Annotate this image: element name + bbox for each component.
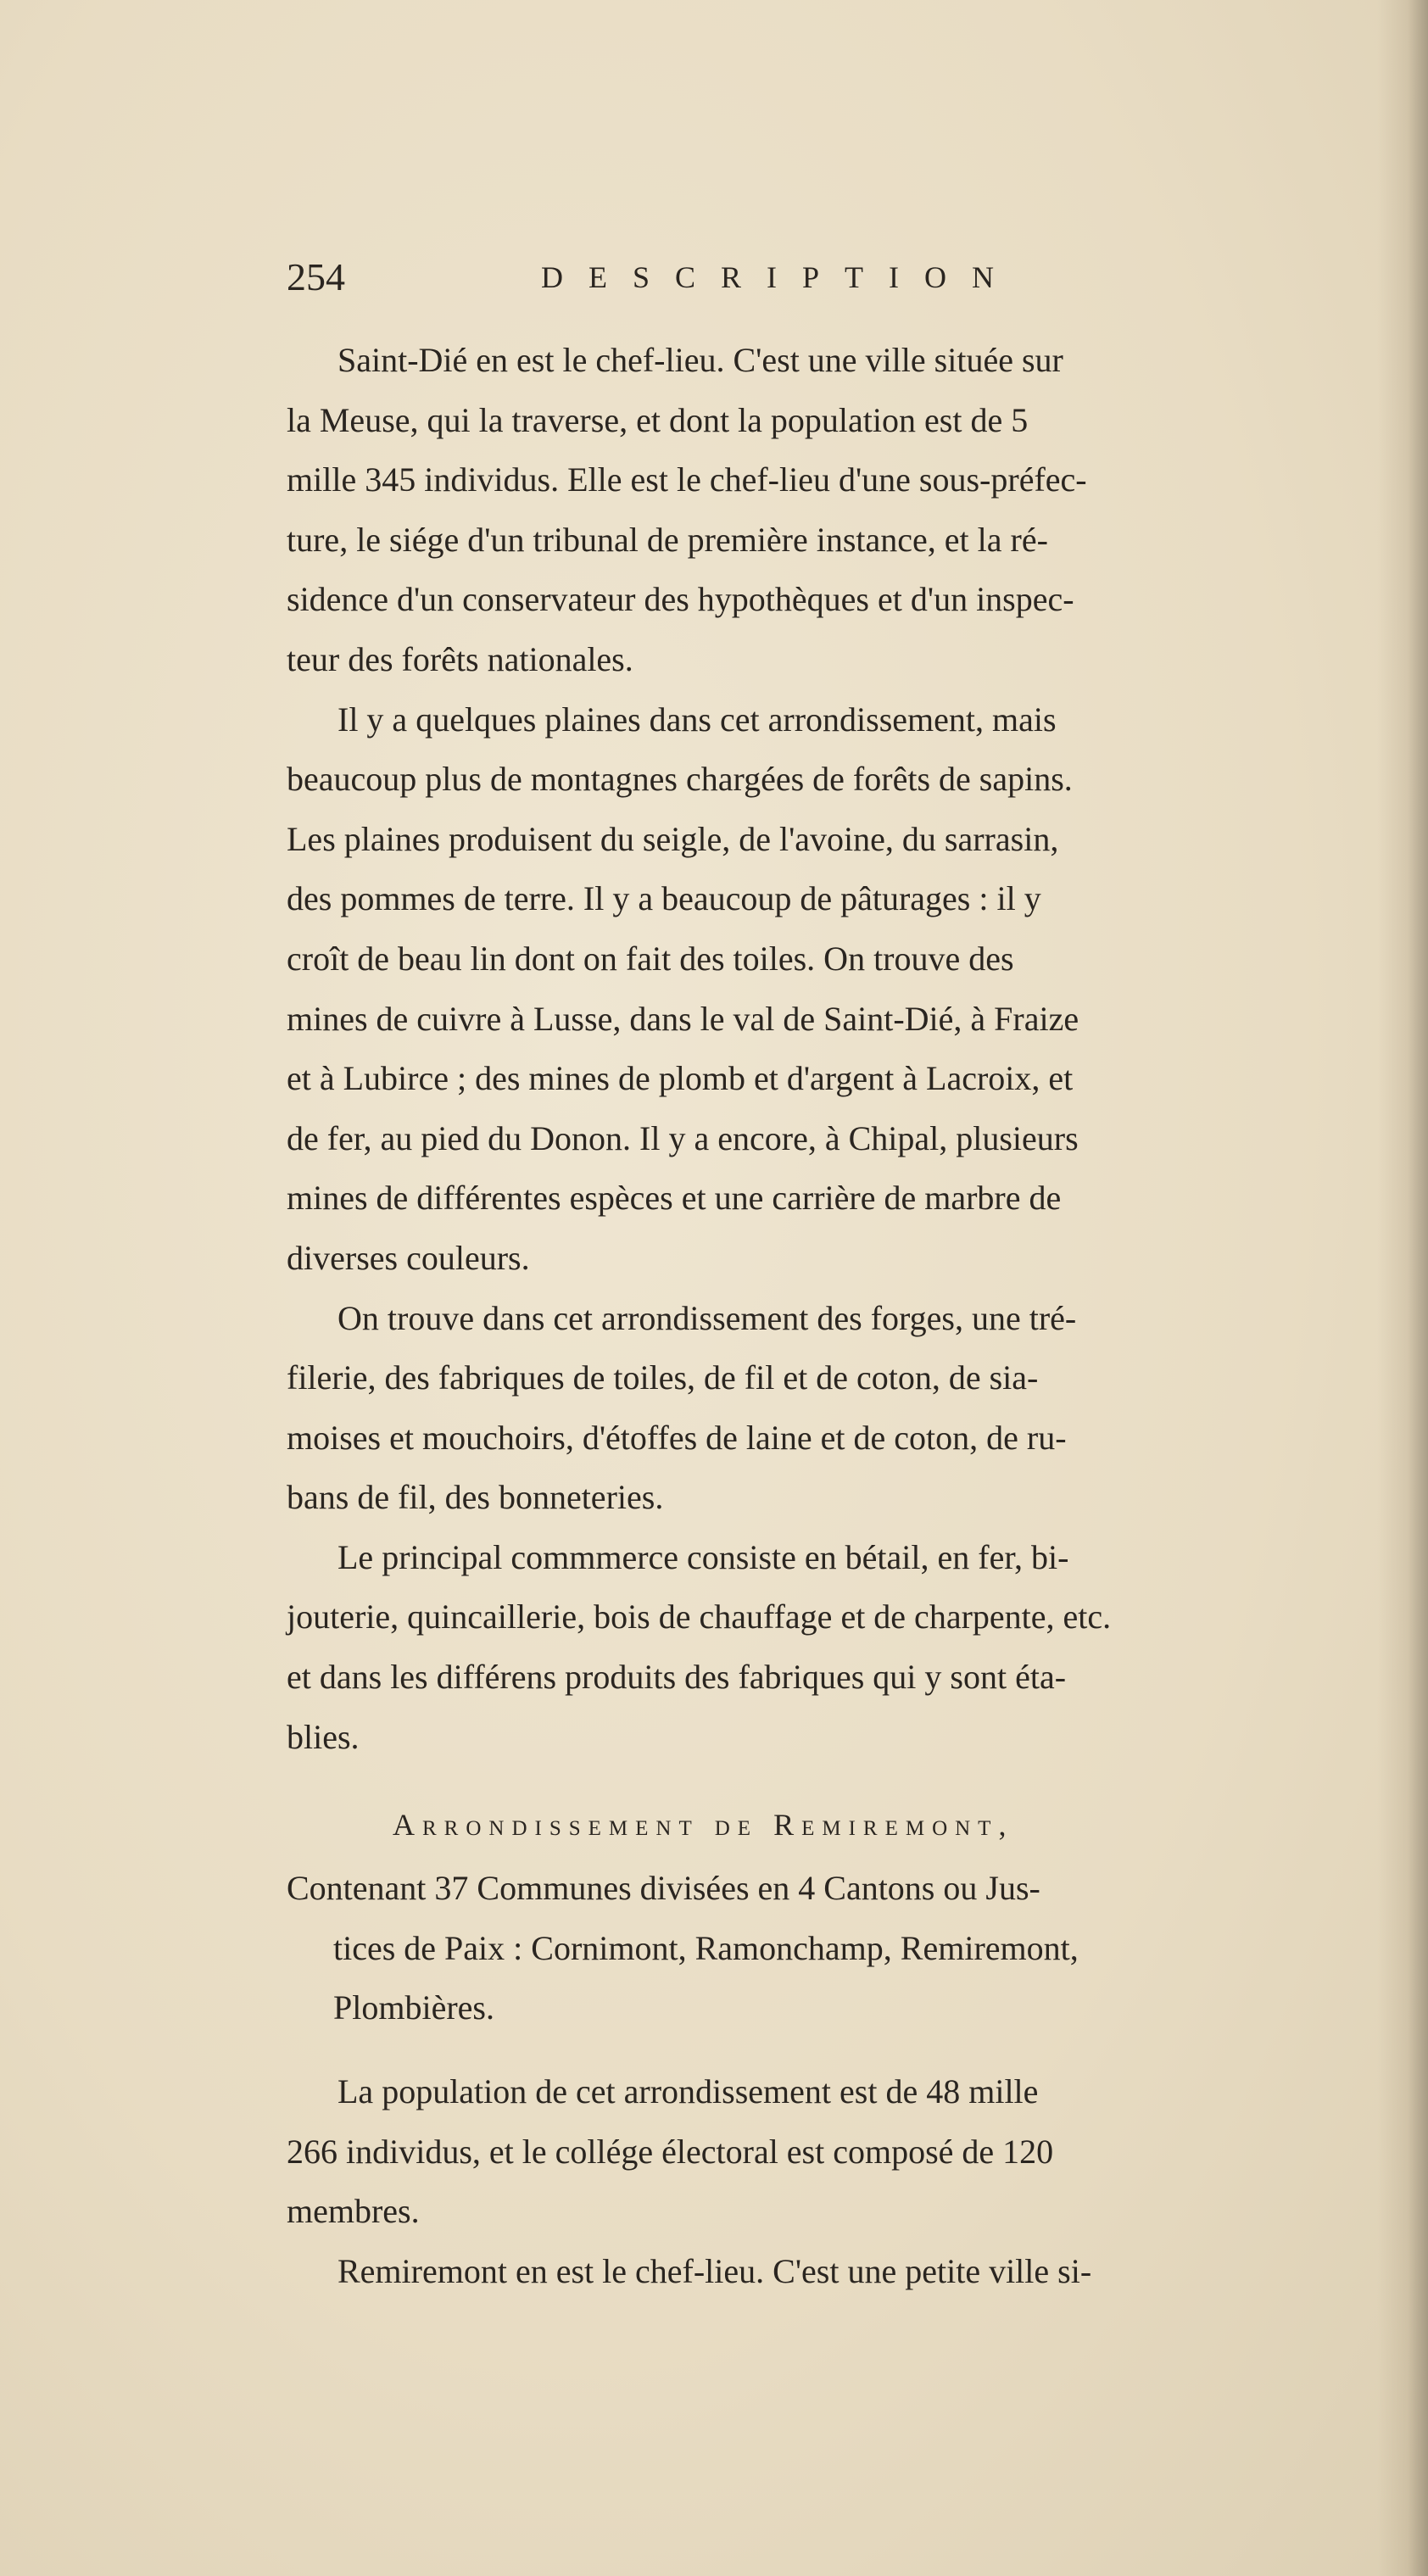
text-line: Plombières. <box>333 1988 494 2027</box>
text-line: ture, le siége d'un tribunal de première instance, et la ré- <box>287 520 1048 559</box>
text-line: Saint-Dié en est le chef-lieu. C'est une ville située sur <box>337 341 1063 379</box>
text-line: Le principal commmerce consiste en bétail, en fer, bi- <box>337 1537 1069 1576</box>
text-line: 266 individus, et le collége électoral est composé de 120 <box>287 2132 1054 2171</box>
text-line: de fer, au pied du Donon. Il y a encore, à Chipal, plusieurs <box>287 1118 1079 1157</box>
text-line: jouterie, quincaillerie, bois de chauffage et de charpente, etc. <box>287 1597 1112 1636</box>
text-line: beaucoup plus de montagnes chargées de forêts de sapins. <box>287 760 1073 799</box>
page-body <box>287 331 1389 2301</box>
text-line: blies. <box>287 1717 360 1756</box>
text-line: bans de fil, des bonneteries. <box>287 1478 664 1517</box>
section-heading: Arrondissement de Remiremont, <box>393 1808 1014 1843</box>
text-line: mille 345 individus. Elle est le chef-lieu d'une sous-préfec- <box>287 460 1087 499</box>
text-line: Remiremont en est le chef-lieu. C'est une petite ville si- <box>337 2251 1092 2290</box>
text-line: mines de cuivre à Lusse, dans le val de Saint-Dié, à Fraize <box>287 999 1079 1038</box>
text-line: On trouve dans cet arrondissement des forges, une tré- <box>337 1298 1077 1337</box>
text-line: Contenant 37 Communes divisées en 4 Cantons ou Jus- <box>287 1869 1040 1908</box>
text-line: tices de Paix : Cornimont, Ramonchamp, Remiremont, <box>333 1928 1079 1967</box>
text-line: Les plaines produisent du seigle, de l'avoine, du sarrasin, <box>287 819 1059 858</box>
running-head <box>287 254 1143 305</box>
text-line: la Meuse, qui la traverse, et dont la population est de 5 <box>287 400 1029 439</box>
text-line: des pommes de terre. Il y a beaucoup de pâturages : il y <box>287 879 1041 918</box>
text-line: et dans les différens produits des fabriques qui y sont éta- <box>287 1658 1067 1697</box>
text-line: diverses couleurs. <box>287 1238 530 1277</box>
text-line: croît de beau lin dont on fait des toiles. On trouve des <box>287 939 1014 978</box>
text-line: teur des forêts nationales. <box>287 639 633 678</box>
text-line: moises et mouchoirs, d'étoffes de laine et de coton, de ru- <box>287 1418 1067 1457</box>
text-line: mines de différentes espèces et une carrière de marbre de <box>287 1179 1062 1218</box>
text-line: membres. <box>287 2192 420 2231</box>
text-line: sidence d'un conservateur des hypothèques et d'un inspec- <box>287 580 1074 619</box>
text-line: Il y a quelques plaines dans cet arrondissement, mais <box>337 700 1057 739</box>
text-line: filerie, des fabriques de toiles, de fil et de coton, de sia- <box>287 1358 1039 1397</box>
page-number: 254 <box>287 255 345 298</box>
spacer <box>287 1767 1389 1791</box>
text-line: La population de cet arrondissement est de 48 mille <box>337 2072 1039 2111</box>
spacer <box>287 2038 1389 2062</box>
text-line: et à Lubirce ; des mines de plomb et d'argent à Lacroix, et <box>287 1059 1074 1098</box>
running-title: DESCRIPTION <box>541 260 1020 294</box>
